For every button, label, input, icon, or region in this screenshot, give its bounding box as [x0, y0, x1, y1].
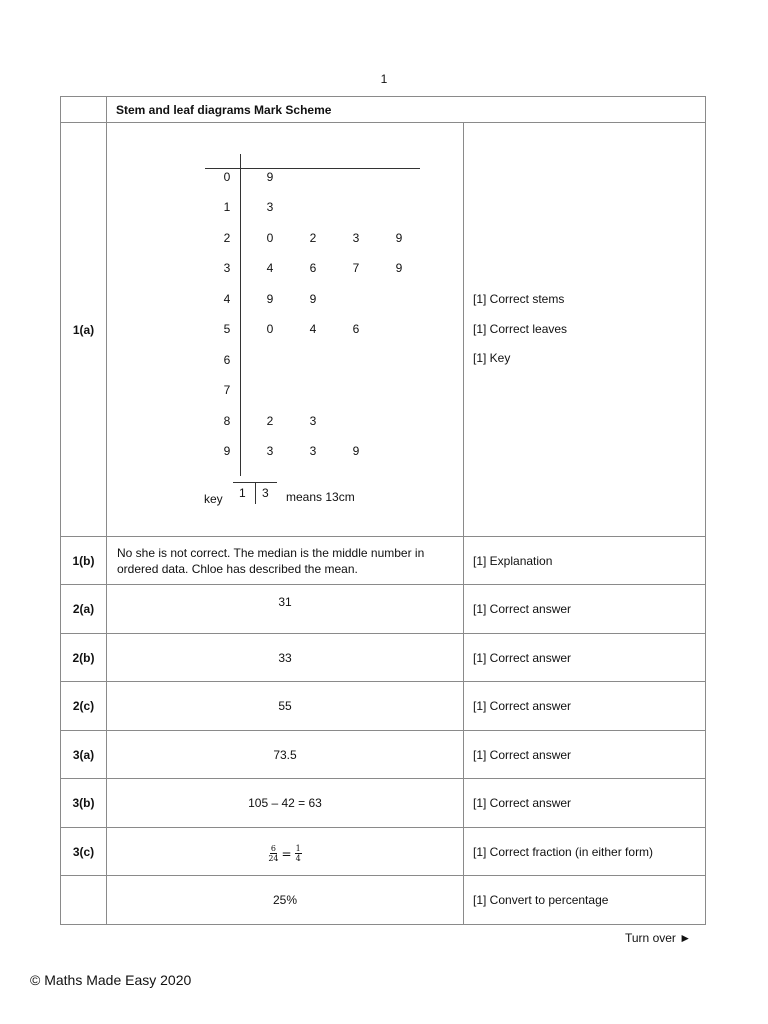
leaf-value: 2 — [309, 230, 317, 245]
fraction-answer — [107, 828, 464, 876]
leaf-value: 2 — [266, 413, 274, 428]
leaf-value: 7 — [352, 261, 360, 275]
mark-item: [1] Correct leaves — [473, 321, 568, 336]
header-row — [61, 97, 706, 123]
stem-leaf-diagram — [107, 124, 463, 536]
mark-text: [1] Correct answer — [464, 731, 706, 779]
mark-text: [1] Convert to percentage — [464, 876, 706, 925]
marks-list — [473, 285, 705, 374]
stem-leaf-vertical-line — [240, 154, 241, 476]
answer-text: 31 — [107, 585, 464, 634]
stem-value: 8 — [223, 413, 231, 428]
page-number: 1 — [380, 72, 388, 86]
stem-value: 7 — [223, 383, 231, 397]
key-leaf: 3 — [262, 485, 269, 500]
copyright-footer: © Maths Made Easy 2020 — [30, 972, 192, 988]
question-label: 2(b) — [61, 634, 107, 682]
leaf-value: 9 — [266, 169, 274, 184]
question-label: 3(b) — [61, 779, 107, 828]
mark-text: [1] Correct answer — [464, 634, 706, 682]
key-label: key — [204, 491, 223, 506]
leaf-value: 0 — [266, 322, 274, 336]
question-label: 2(c) — [61, 682, 107, 731]
row-2b — [61, 634, 706, 682]
turn-over-label: Turn over ► — [625, 931, 692, 945]
leaf-value: 3 — [266, 444, 274, 458]
mark-text: [1] Correct fraction (in either form) — [464, 828, 706, 876]
blank-label-cell — [61, 876, 107, 925]
mark-scheme-title: Stem and leaf diagrams Mark Scheme — [107, 97, 706, 123]
leaf-value: 9 — [395, 261, 403, 275]
row-3a — [61, 731, 706, 779]
stem-value: 2 — [223, 230, 231, 245]
key-vertical-line — [255, 482, 256, 504]
mark-text: [1] Correct answer — [464, 779, 706, 828]
stem-value: 4 — [223, 291, 231, 306]
stem-value: 1 — [223, 200, 231, 214]
key-means: means 13cm — [286, 489, 355, 504]
question-label: 3(a) — [61, 731, 107, 779]
leaf-value: 6 — [352, 322, 360, 336]
fraction — [268, 844, 278, 863]
leaf-value: 3 — [266, 200, 274, 214]
mark-item: [1] Correct stems — [473, 292, 565, 307]
leaf-value: 3 — [309, 444, 317, 458]
fraction-expression — [268, 844, 301, 863]
mark-item: [1] Key — [473, 351, 511, 366]
row-3b — [61, 779, 706, 828]
stem-leaf-cell — [107, 123, 464, 537]
stem-value: 6 — [223, 352, 231, 367]
row-2c — [61, 682, 706, 731]
stem-value: 9 — [223, 444, 231, 458]
question-label: 2(a) — [61, 585, 107, 634]
mark-text: [1] Correct answer — [464, 682, 706, 731]
stem-value: 5 — [223, 322, 231, 336]
stem-leaf-horizontal-line — [205, 168, 420, 169]
leaf-value: 9 — [352, 444, 360, 458]
question-label: 1(a) — [61, 123, 107, 537]
row-3c-percentage — [61, 876, 706, 925]
equals-sign: = — [281, 846, 292, 861]
key-example — [233, 482, 277, 504]
answer-text: 25% — [107, 876, 464, 925]
fraction-numerator: 1 — [295, 844, 301, 853]
leaf-value: 4 — [266, 261, 274, 275]
key-stem: 1 — [239, 485, 246, 500]
leaf-value: 9 — [395, 230, 403, 245]
mark-text: [1] Correct answer — [464, 585, 706, 634]
leaf-value: 4 — [309, 322, 317, 336]
header-blank-cell — [61, 97, 107, 123]
question-label: 3(c) — [61, 828, 107, 876]
stem-value: 0 — [223, 169, 231, 184]
mark-cell — [464, 123, 706, 537]
answer-text: No she is not correct. The median is the middle number in ordered data. Chloe has described the mean. — [107, 537, 464, 585]
stem-value: 3 — [223, 261, 231, 275]
leaf-value: 6 — [309, 261, 317, 275]
mark-scheme-table — [60, 96, 706, 925]
mark-text: [1] Explanation — [464, 537, 706, 585]
leaf-value: 0 — [266, 230, 274, 245]
leaf-value: 3 — [352, 230, 360, 245]
answer-text: 33 — [107, 634, 464, 682]
row-3c — [61, 828, 706, 876]
answer-text: 73.5 — [107, 731, 464, 779]
row-2a — [61, 585, 706, 634]
fraction-denominator: 4 — [295, 854, 301, 863]
row-1b — [61, 537, 706, 585]
leaf-value: 9 — [309, 291, 317, 306]
answer-text: 105 – 42 = 63 — [107, 779, 464, 828]
question-label: 1(b) — [61, 537, 107, 585]
leaf-value: 3 — [309, 413, 317, 428]
fraction-numerator: 6 — [270, 844, 276, 853]
fraction — [295, 844, 302, 863]
leaf-value: 9 — [266, 291, 274, 306]
fraction-denominator: 24 — [268, 854, 279, 863]
row-1a — [61, 123, 706, 537]
answer-text: 55 — [107, 682, 464, 731]
